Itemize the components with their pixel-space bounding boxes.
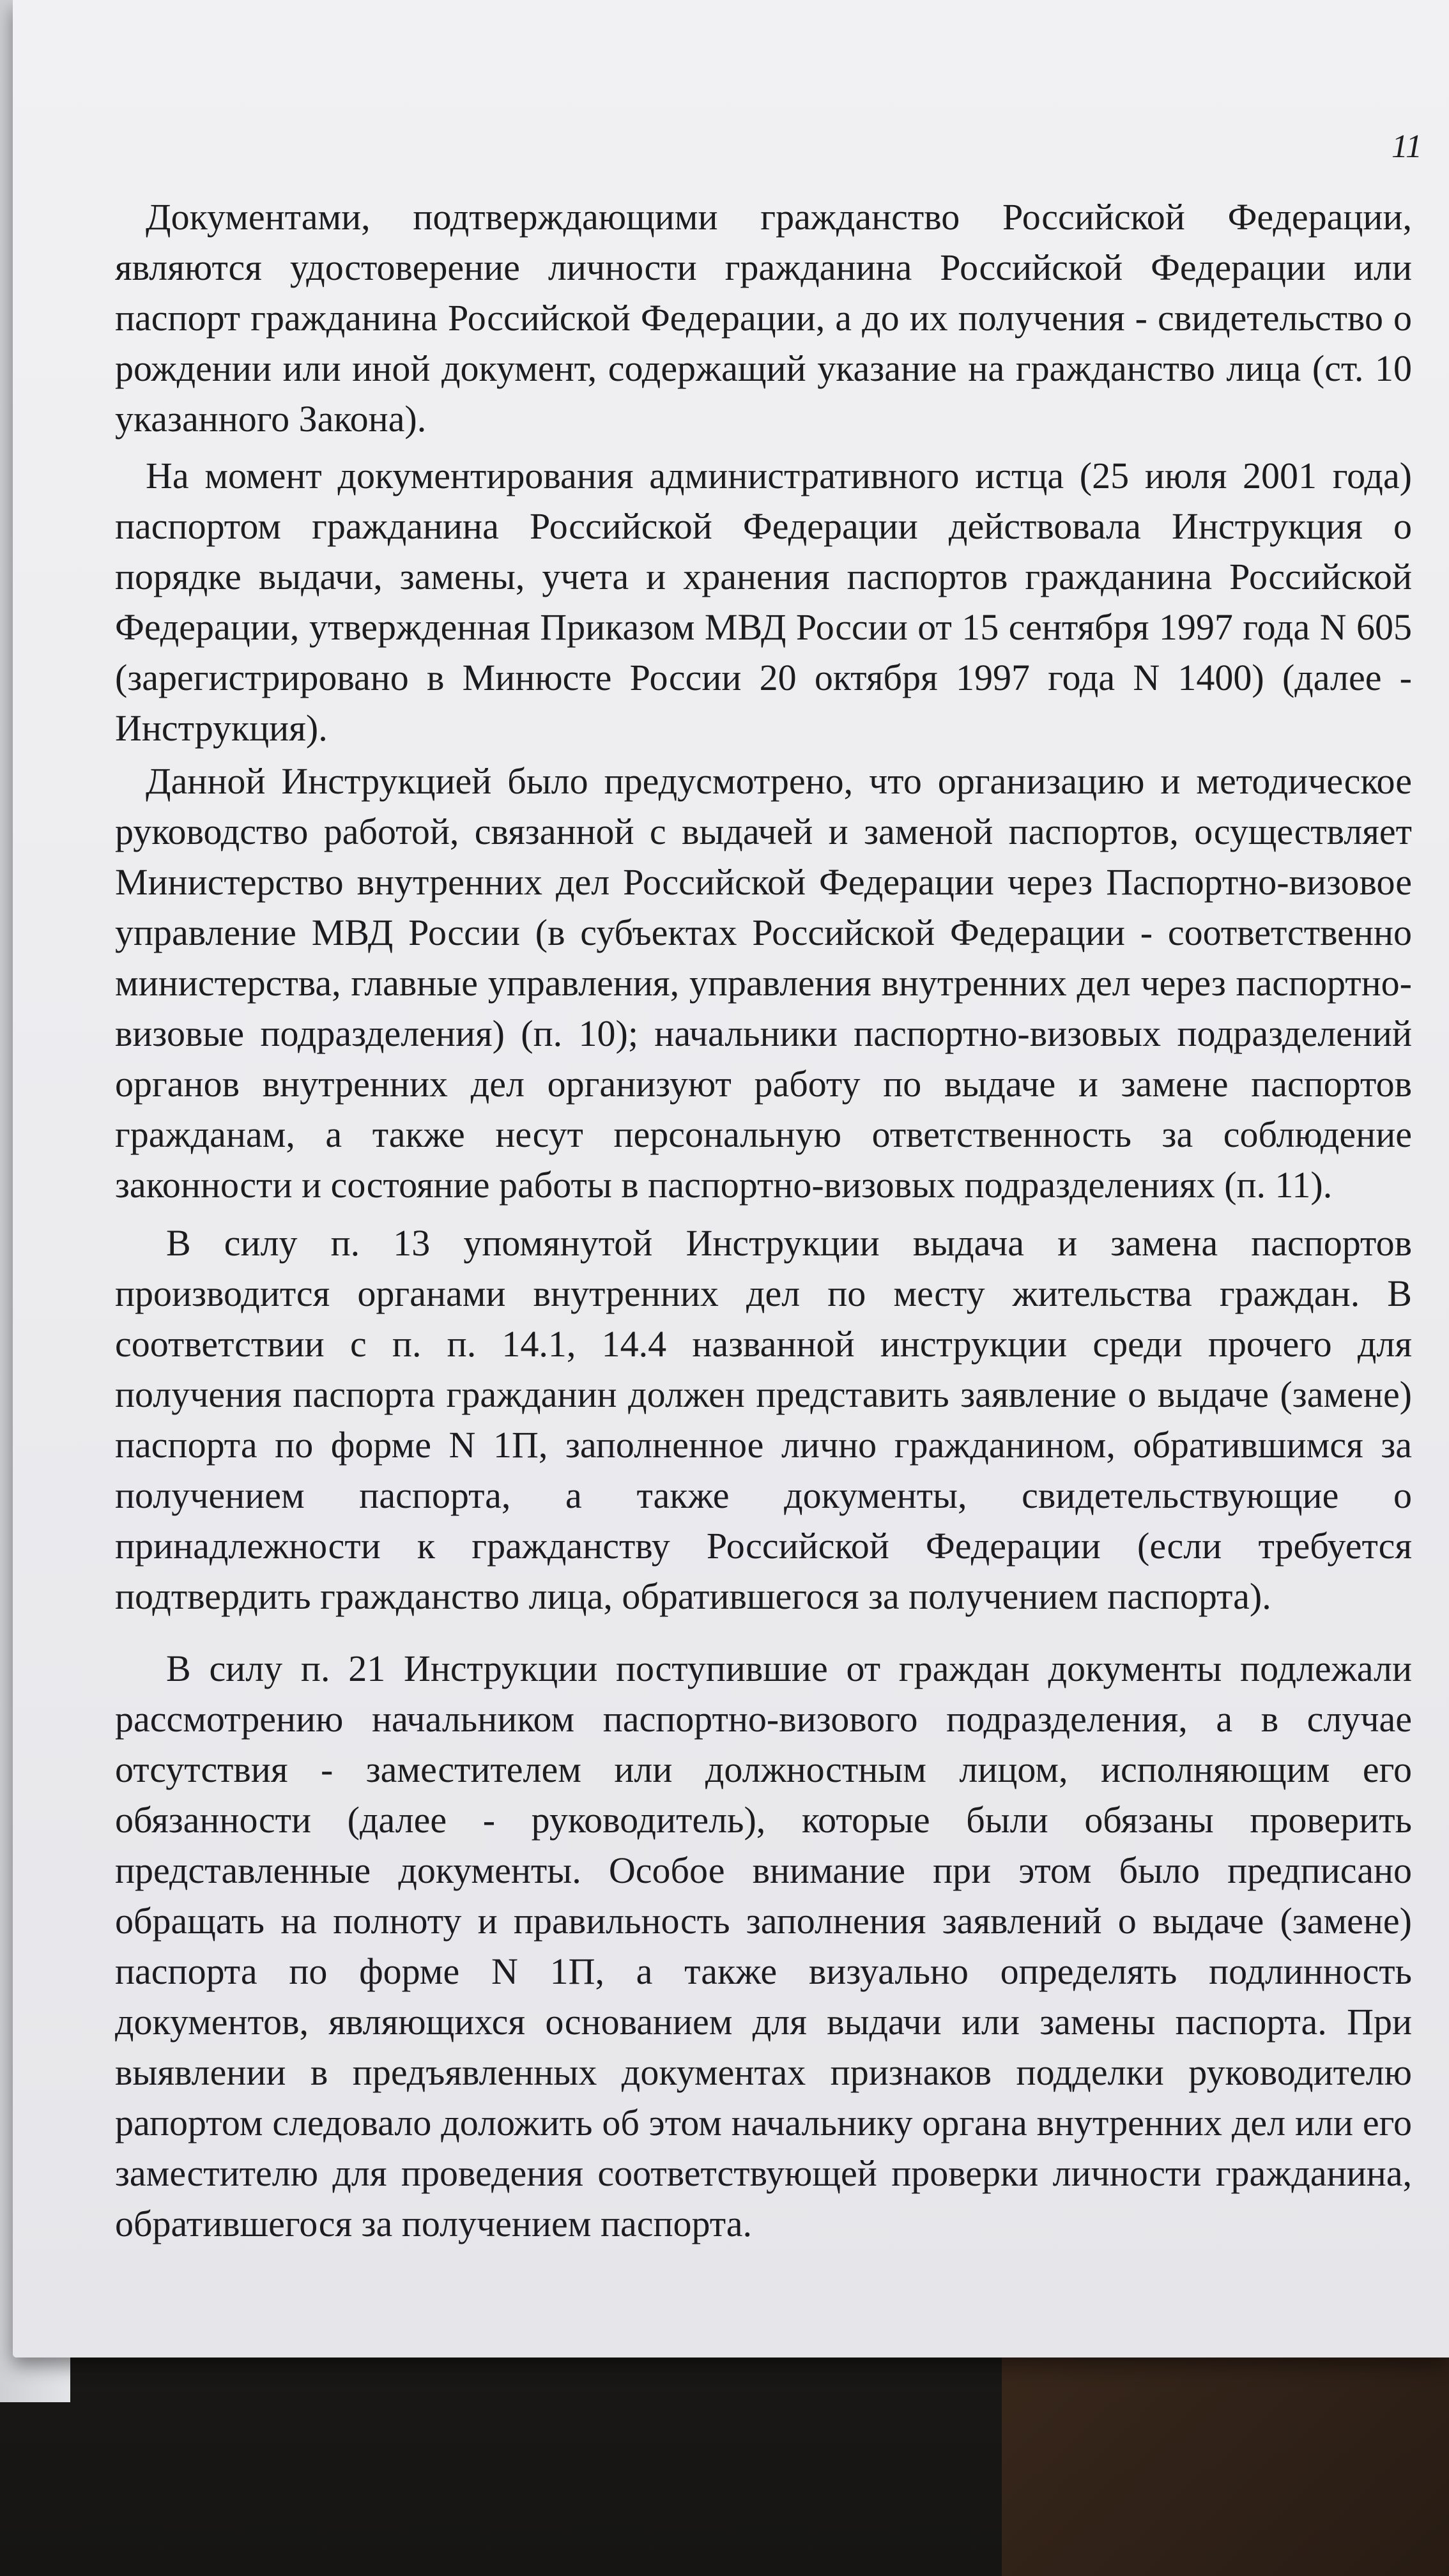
document-page (13, 0, 1449, 2358)
paragraph-document-review: В силу п. 21 Инструкции поступившие от граждан документы подлежали рассмотрению начальником паспортно-визового подразделения, а в случае отсутствия - заместителем или должностным лицом, исполняющим его обязанности (далее - руководитель), которые были обязаны проверить представленные документы. Особое внимание при этом было предписано обращать на полноту и правильность заполнения заявлений о выдаче (замене) паспорта по форме N 1П, а также визуально определять подлинность документов, являющихся основанием для выдачи или замены паспорта. При выявлении в предъявленных документах признаков подделки руководителю рапортом следовало доложить об этом начальнику органа внутренних дел или его заместителю для проведения соответствующей проверки личности гражданина, обратившегося за получением паспорта. (115, 1648, 1412, 2244)
page-number: 11 (1391, 128, 1422, 165)
document-text-body (115, 192, 1412, 2251)
paragraph-issuance-by-residence: В силу п. 13 упомянутой Инструкции выдача и замена паспортов производится органами внутренних дел по месту жительства граждан. В соответствии с п. п. 14.1, 14.4 названной инструкции среди прочего для получения паспорта гражданин должен представить заявление о выдаче (замене) паспорта по форме N 1П, заполненное лично гражданином, обратившимся за получением паспорта, а также документы, свидетельствующие о принадлежности к гражданству Российской Федерации (если требуется подтвердить гражданство лица, обратившегося за получением паспорта). (115, 1222, 1412, 1617)
paragraph-organization-of-work: Данной Инструкцией было предусмотрено, что организацию и методическое руководство работой, связанной с выдачей и заменой паспортов, осуществляет Министерство внутренних дел Российской Федерации через Паспортно-визовое управление МВД России (в субъектах Российской Федерации - соответственно министерства, главные управления, управления внутренних дел через паспортно-визовые подразделения) (п. 10); начальники паспортно-визовых подразделений органов внутренних дел организуют работу по выдаче и замене паспортов гражданам, а также несут персональную ответственность за соблюдение законности и состояние работы в паспортно-визовых подразделениях (п. 11). (115, 760, 1412, 1206)
paragraph-citizenship-documents: Документами, подтверждающими гражданство Российской Федерации, являются удостоверение личности гражданина Российской Федерации или паспорт гражданина Российской Федерации, а до их получения - свидетельство о рождении или иной документ, содержащий указание на гражданство лица (ст. 10 указанного Закона). (115, 196, 1412, 440)
paragraph-instruction-in-force: На момент документирования административного истца (25 июля 2001 года) паспортом гражданина Российской Федерации действовала Инструкция о порядке выдачи, замены, учета и хранения паспортов гражданина Российской Федерации, утвержденная Приказом МВД России от 15 сентября 1997 года N 605 (зарегистрировано в Минюсте России 20 октября 1997 года N 1400) (далее - Инструкция). (115, 455, 1412, 749)
